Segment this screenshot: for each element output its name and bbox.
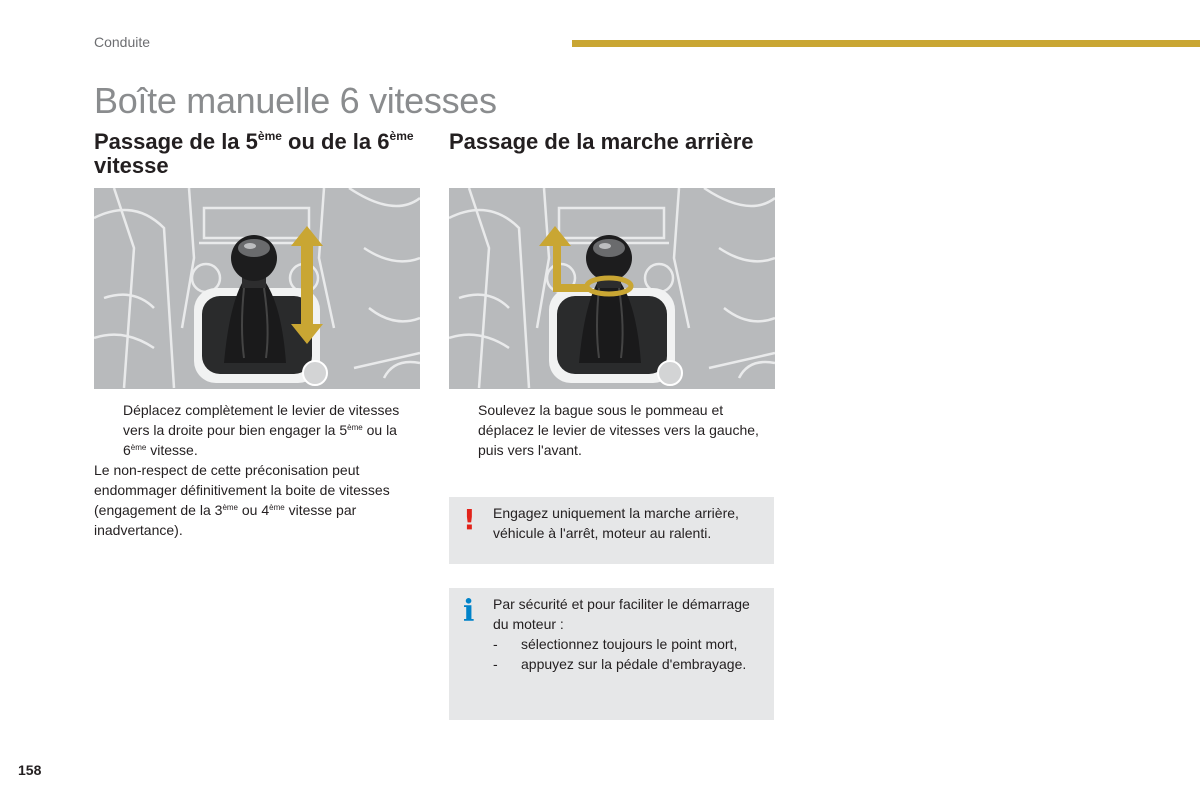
left-instruction: Déplacez complètement le levier de vitesses vers la droite pour bien engager la 5ème ou la 6ème vitesse.	[123, 402, 400, 458]
gear-shift-lever-lift-ring-arrow-icon	[449, 188, 775, 389]
page-title: Boîte manuelle 6 vitesses	[94, 80, 497, 121]
header-accent-bar	[572, 40, 1200, 47]
right-column-text	[449, 400, 769, 460]
list-item: - sélectionnez toujours le point mort,	[493, 636, 738, 652]
exclamation-warning-icon: !	[463, 503, 476, 536]
section-label: Conduite	[94, 34, 151, 50]
right-instruction: Soulevez la bague sous le pommeau et déplacez le levier de vitesses vers la gauche, puis vers l'avant.	[478, 402, 759, 458]
left-column-heading: Passage de la 5ème ou de la 6ème vitesse	[94, 129, 414, 178]
info-text	[493, 594, 769, 674]
warning-box	[449, 497, 774, 564]
gear-shift-lever-lateral-arrow-icon	[94, 188, 420, 389]
list-item: - appuyez sur la pédale d'embrayage.	[493, 656, 747, 672]
left-column-text	[94, 400, 424, 540]
info-intro: Par sécurité et pour faciliter le démarrage du moteur :	[493, 596, 750, 632]
info-icon: i	[463, 594, 475, 629]
left-note: Le non-respect de cette préconisation peut endommager définitivement la boite de vitesses (engagement de la 3ème ou 4ème vitesse par inadvertance).	[94, 462, 390, 538]
page-number: 158	[18, 762, 42, 778]
right-column-heading: Passage de la marche arrière	[449, 129, 754, 154]
warning-text: Engagez uniquement la marche arrière, véhicule à l'arrêt, moteur au ralenti.	[493, 505, 739, 541]
info-box	[449, 588, 774, 720]
